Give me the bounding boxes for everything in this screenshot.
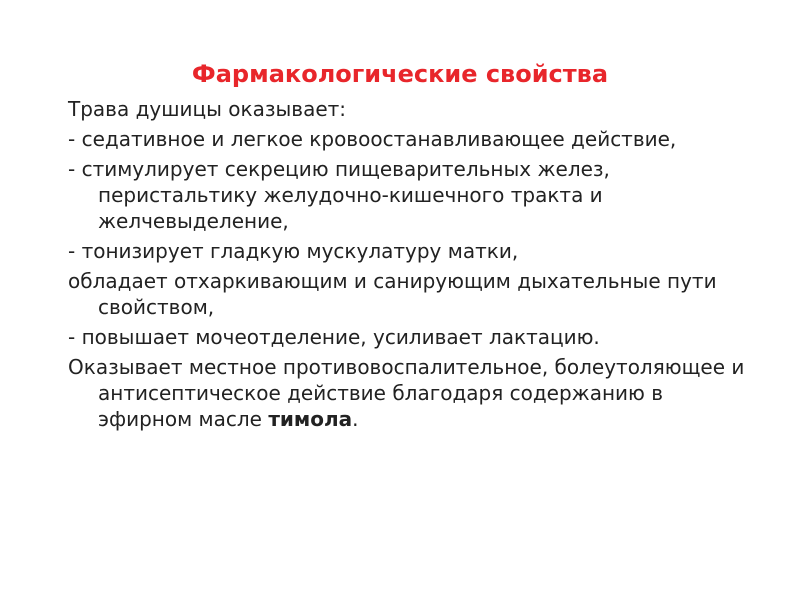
list-item-3: - тонизирует гладкую мускулатуру матки, [68,239,519,263]
list-item-1: - седативное и легкое кровоостанавливающее действие, [68,127,677,151]
list-item-2: - стимулирует секрецию пищеварительных желез, перистальтику желудочно-кишечного тракта и желчевыделение, [68,157,610,233]
thymol-bold: тимола [268,407,353,431]
slide-body [68,96,758,436]
final-text: Оказывает местное противовоспалительное, болеутоляющее и антисептическое действие благодаря содержанию в эфирном масле [68,355,745,431]
list-item-4: обладает отхаркивающим и санирующим дыхательные пути свойством, [68,269,717,319]
final-paragraph [68,354,758,432]
slide-title: Фармакологические свойства [191,60,609,88]
intro-text: Трава душицы оказывает: [68,97,347,121]
list-item-5: - повышает мочеотделение, усиливает лактацию. [68,325,600,349]
final-period: . [352,407,359,431]
